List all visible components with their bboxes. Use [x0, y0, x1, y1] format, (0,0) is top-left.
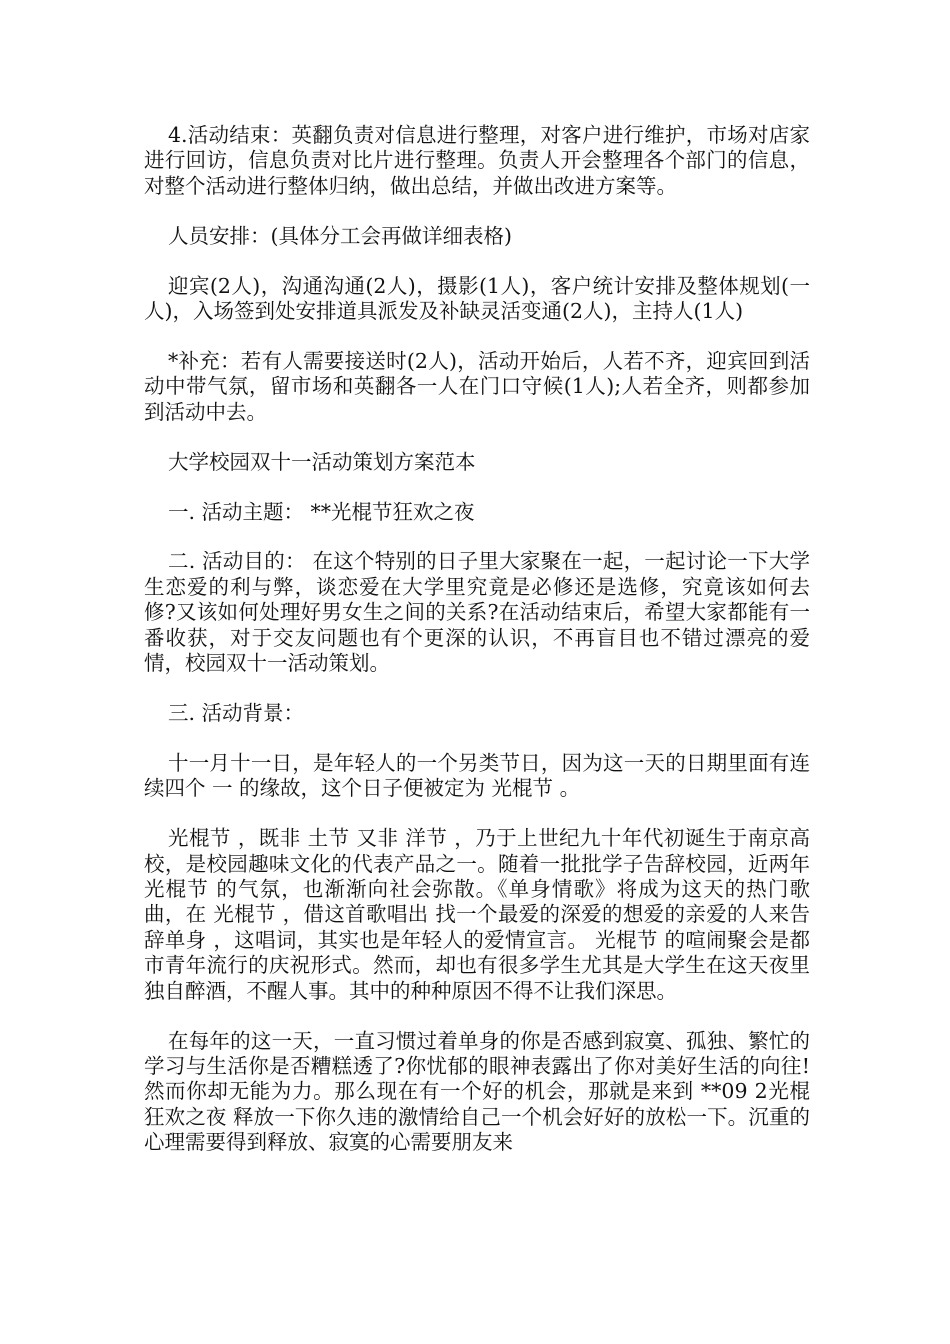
paragraph-invitation: 在每年的这一天，一直习惯过着单身的你是否感到寂寞、孤独、繁忙的学习与生活你是否糟糕透了?你忧郁的眼神表露出了你对美好生活的向往!然而你却无能为力。那么现在有一个好的机会，那就是来到 **09 2光棍狂欢之夜 释放一下你久违的激情给自己一个机会好好的放松一下。沉重的心理需要得到释放、寂寞的心需要朋友来: [144, 1028, 810, 1155]
paragraph-background-heading: 三. 活动背景：: [168, 701, 305, 725]
paragraph-purpose: 二. 活动目的： 在这个特别的日子里大家聚在一起，一起讨论一下大学生恋爱的利与弊，谈恋爱在大学里究竟是必修还是选修，究竟该如何去修?又该如何处理好男女生之间的关系?在活动结束后，希望大家都能有一番收获，对于交友问题也有个更深的认识，不再盲目也不错过漂亮的爱情，校园双十一活动策划。: [144, 549, 810, 676]
paragraph-background-origin: 光棍节 ，既非 土节 又非 洋节 ，乃于上世纪九十年代初诞生于南京高校，是校园趣味文化的代表产品之一。随着一批批学子告辞校园，近两年 光棍节 的气氛，也渐渐向社会弥散。《单身情歌》将成为这天的热门歌曲，在 光棍节 ，借这首歌唱出 找一个最爱的深爱的想爱的亲爱的人来告辞单身 ，这唱词，其实也是年轻人的爱情宣言。 光棍节 的喧闹聚会是都市青年流行的庆祝形式。然而，却也有很多学生尤其是大学生在这天夜里独自醉酒，不醒人事。其中的种种原因不得不让我们深思。: [144, 826, 817, 1003]
paragraph-staff-roles: 迎宾(2人)，沟通沟通(2人)，摄影(1人)，客户统计安排及整体规划(一人)，入场签到处安排道具派发及补缺灵活变通(2人)，主持人(1人): [144, 273, 810, 324]
paragraph-activity-end: 4.活动结束：英翻负责对信息进行整理，对客户进行维护，市场对店家进行回访，信息负责对比片进行整理。负责人开会整理各个部门的信息，对整个活动进行整体归纳，做出总结，并做出改进方案等。: [144, 123, 810, 198]
paragraph-supplement: *补充：若有人需要接送时(2人)，活动开始后，人若不齐，迎宾回到活动中带气氛，留市场和英翻各一人在门口守候(1人);人若全齐，则都参加到活动中去。: [144, 348, 810, 424]
paragraph-background-date: 十一月十一日，是年轻人的一个另类节日，因为这一天的日期里面有连续四个 一 的缘故，这个日子便被定为 光棍节 。: [144, 750, 810, 801]
document-page: [144, 123, 817, 1180]
paragraph-theme: 一. 活动主题： **光棍节狂欢之夜: [168, 499, 475, 524]
paragraph-staffing: 人员安排：(具体分工会再做详细表格): [168, 223, 512, 248]
section-title: 大学校园双十一活动策划方案范本: [168, 449, 476, 474]
